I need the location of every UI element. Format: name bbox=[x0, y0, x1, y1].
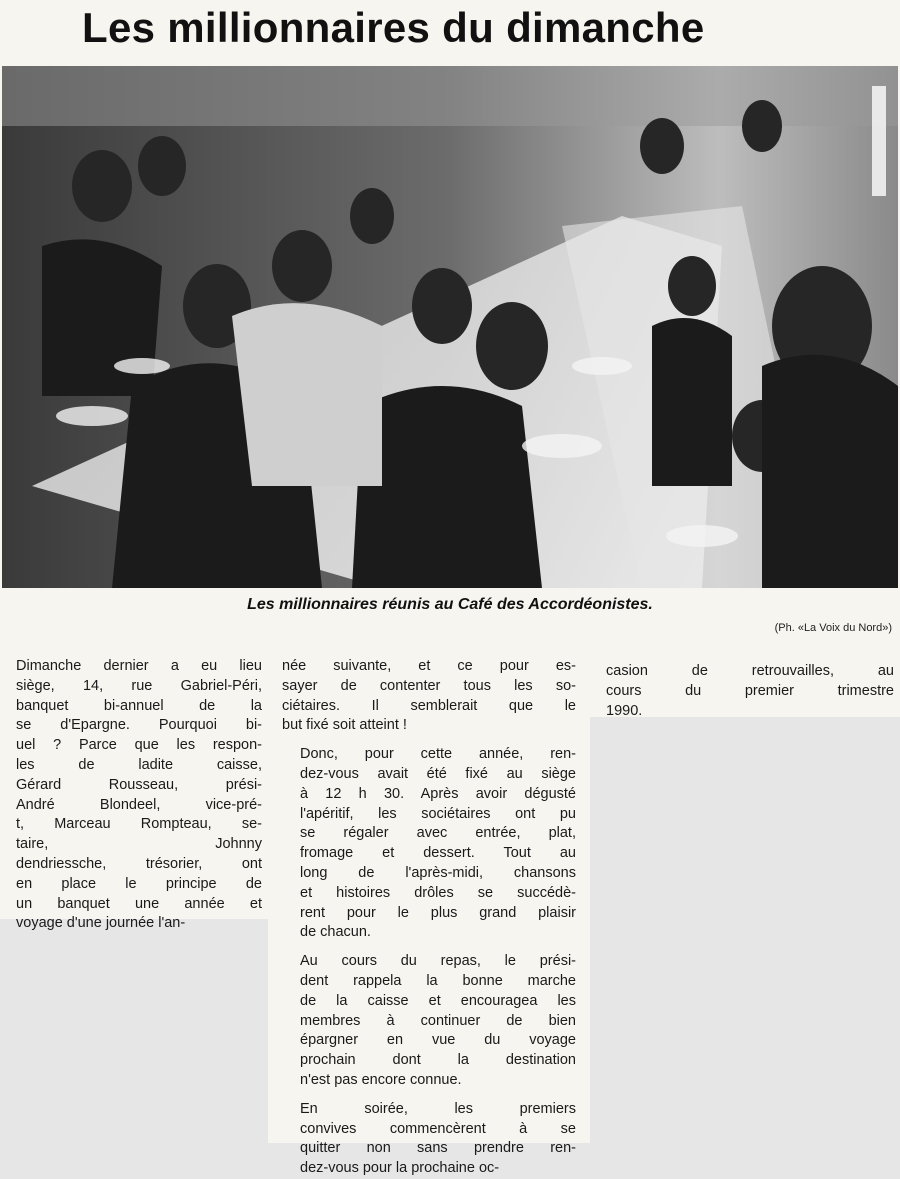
article-line: née suivante, et ce pour es- bbox=[282, 658, 576, 674]
photo-caption: Les millionnaires réunis au Café des Accordéonistes. bbox=[247, 596, 653, 613]
article-line: taire, Johnny bbox=[16, 836, 262, 853]
article-line: Donc, pour cette année, ren- bbox=[300, 746, 576, 763]
article-line: fromage et dessert. Tout au bbox=[300, 845, 576, 862]
article-line: banquet bi-annuel de la bbox=[16, 697, 262, 714]
article-line: épargner en vue du voyage bbox=[300, 1032, 576, 1049]
article-line: dez-vous pour la prochaine oc- bbox=[300, 1160, 500, 1177]
article-line: dez-vous avait été fixé au siège bbox=[300, 765, 576, 782]
article-column-3 bbox=[606, 662, 894, 721]
headline-text: Les millionnaires du dimanche bbox=[82, 4, 705, 51]
article-line: n'est pas encore connue. bbox=[300, 1071, 462, 1088]
article-line: se d'Epargne. Pourquoi bi- bbox=[16, 717, 262, 734]
article-paragraph bbox=[282, 657, 576, 736]
article-line: André Blondeel, vice-pré- bbox=[16, 796, 262, 813]
article-line: long de l'après-midi, chansons bbox=[300, 864, 576, 881]
article-line: les de ladite caisse, bbox=[16, 756, 262, 773]
article-line: prochain dont la destination bbox=[300, 1052, 576, 1069]
article-paragraph bbox=[606, 662, 894, 721]
article-line: uel ? Parce que les respon- bbox=[16, 737, 262, 754]
article-line: de la caisse et encouragea les bbox=[300, 992, 576, 1009]
article-line: casion de retrouvailles, au bbox=[606, 663, 894, 679]
article-line: quitter non sans prendre ren- bbox=[300, 1140, 576, 1157]
article-line: l'apéritif, les sociétaires ont pu bbox=[300, 805, 576, 822]
article-line: se régaler avec entrée, plat, bbox=[300, 825, 576, 842]
article-headline bbox=[0, 0, 900, 62]
article-line: rent pour le plus grand plaisir bbox=[300, 904, 576, 921]
article-line: un banquet une année et bbox=[16, 895, 262, 912]
article-line: cours du premier trimestre bbox=[606, 682, 894, 699]
article-line: but fixé soit atteint ! bbox=[282, 717, 407, 734]
article-line: Au cours du repas, le prési- bbox=[300, 953, 576, 970]
article-line: En soirée, les premiers bbox=[300, 1100, 576, 1117]
article-line: Dimanche dernier a eu lieu bbox=[16, 658, 262, 674]
article-paragraph bbox=[282, 1100, 576, 1179]
photo-credit: (Ph. «La Voix du Nord») bbox=[774, 622, 892, 634]
article-paragraph bbox=[16, 657, 262, 934]
article-line: et histoires drôles se succédè- bbox=[300, 884, 576, 901]
article-line: dent rappela la bonne marche bbox=[300, 972, 576, 989]
article-paragraph bbox=[282, 745, 576, 943]
article-line: Gérard Rousseau, prési- bbox=[16, 776, 262, 793]
article-line: de chacun. bbox=[300, 924, 371, 941]
article-line: en place le principe de bbox=[16, 875, 262, 892]
article-line: membres à continuer de bien bbox=[300, 1012, 576, 1029]
article-column-2 bbox=[282, 657, 576, 1179]
article-line: voyage d'une journée l'an- bbox=[16, 915, 186, 932]
article-line: 1990. bbox=[606, 702, 643, 719]
article-line: ciétaires. Il semblerait que le bbox=[282, 697, 576, 714]
article-line: dendriessche, trésorier, ont bbox=[16, 855, 262, 872]
article-line: à 12 h 30. Après avoir dégusté bbox=[300, 785, 576, 802]
article-line: sayer de contenter tous les so- bbox=[282, 677, 576, 694]
article-paragraph bbox=[282, 952, 576, 1091]
banquet-photo bbox=[2, 66, 898, 588]
article-line: convives commencèrent à se bbox=[300, 1120, 576, 1137]
article-column-1 bbox=[16, 657, 262, 934]
article-line: siège, 14, rue Gabriel-Péri, bbox=[16, 677, 262, 694]
article-line: t, Marceau Rompteau, se- bbox=[16, 816, 262, 833]
